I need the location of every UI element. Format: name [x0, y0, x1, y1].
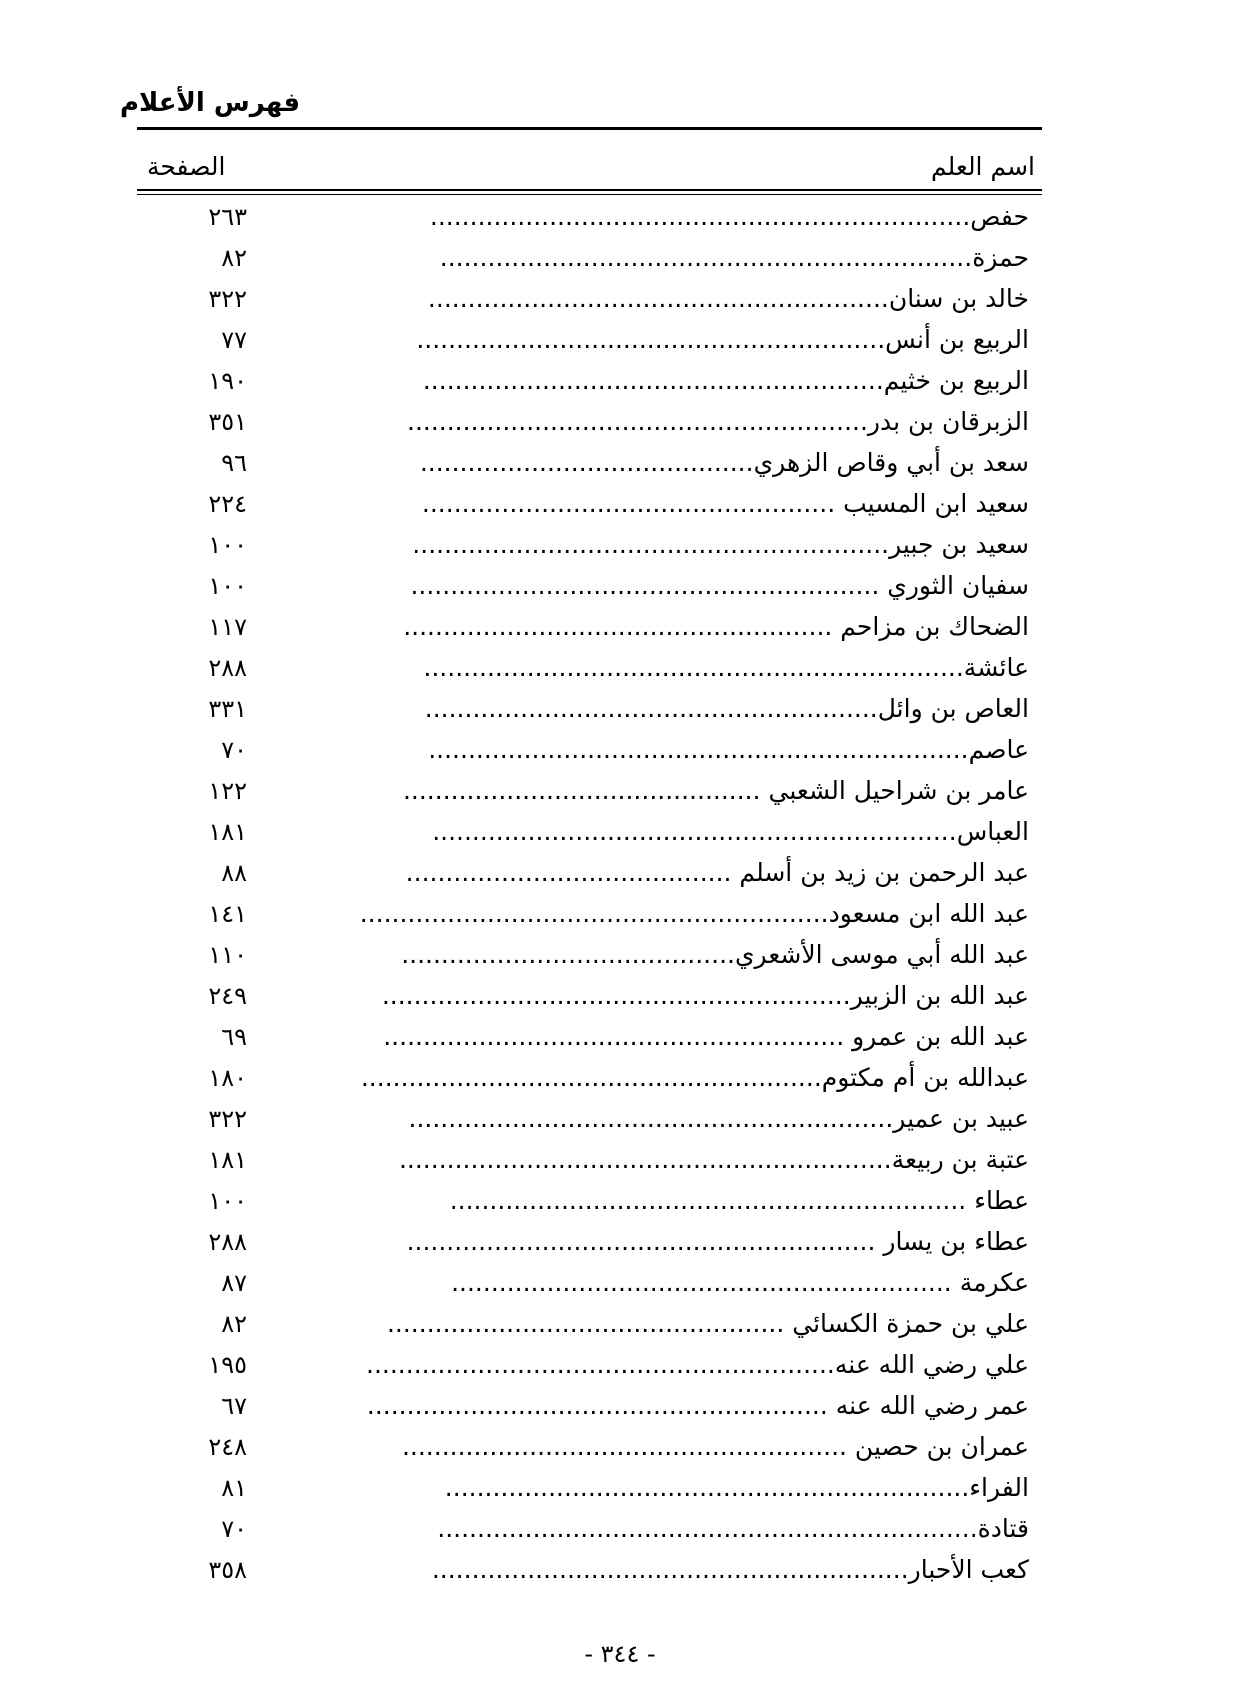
index-entry: [137, 524, 1042, 565]
index-entry: [137, 1508, 1042, 1549]
entry-name: عبيد بن عمير.............................................................: [408, 1103, 1029, 1133]
entry-page-number: ١١٠: [208, 940, 247, 969]
entry-name: العاص بن وائل.........................................................: [424, 693, 1029, 723]
entry-page-number: ١٠٠: [208, 530, 247, 559]
entry-name: عمر رضي الله عنه ..........................................................: [366, 1390, 1029, 1420]
index-entry: [137, 852, 1042, 893]
index-entry: [137, 1262, 1042, 1303]
entry-name: عامر بن شراحيل الشعبي .............................................: [402, 775, 1029, 805]
entry-page-number: ٢٨٨: [208, 653, 247, 682]
entry-page-number: ٢٢٤: [208, 489, 247, 518]
entry-name: عطاء .................................................................: [449, 1185, 1029, 1215]
entry-page-number: ٢٦٣: [208, 202, 247, 231]
entry-name: عائشة....................................................................: [423, 652, 1029, 682]
entry-page-number: ١٤١: [208, 899, 247, 928]
entry-page-number: ٢٨٨: [208, 1227, 247, 1256]
index-entry: [137, 606, 1042, 647]
entry-page-number: ١٩٠: [208, 366, 247, 395]
index-entry: [137, 1303, 1042, 1344]
entry-name: الربيع بن خثيم..........................................................: [422, 365, 1029, 395]
entry-name: عبد الله بن عمرو ..........................................................: [383, 1021, 1029, 1051]
entry-page-number: ٦٧: [221, 1391, 247, 1420]
index-entry: [137, 647, 1042, 688]
entry-page-number: ٦٩: [221, 1022, 247, 1051]
index-entry: [137, 1344, 1042, 1385]
index-entry: [137, 442, 1042, 483]
entry-name: حفص....................................................................: [429, 201, 1029, 231]
entry-page-number: ٣٥٨: [208, 1555, 247, 1584]
entry-name: عبد الله ابن مسعود...........................................................: [359, 898, 1029, 928]
index-entry: [137, 934, 1042, 975]
index-entry: [137, 811, 1042, 852]
entry-name: العباس..................................................................: [432, 816, 1029, 846]
page-number: - ٣٤٤ -: [584, 1640, 656, 1668]
header-rule: [137, 127, 1042, 130]
entry-page-number: ٧٠: [221, 1514, 247, 1543]
entry-page-number: ٨٢: [221, 243, 247, 272]
index-entry: [137, 319, 1042, 360]
index-entry: [137, 975, 1042, 1016]
index-entry: [137, 1180, 1042, 1221]
entry-name: علي رضي الله عنه...........................................................: [366, 1349, 1029, 1379]
entry-name: عبد الله أبي موسى الأشعري..........................................: [401, 939, 1029, 969]
page-title: فهرس الأعلام: [120, 88, 301, 118]
entry-page-number: ١٨٠: [208, 1063, 247, 1092]
index-entry: [137, 237, 1042, 278]
entry-page-number: ١٠٠: [208, 571, 247, 600]
column-header-name: اسم العلم: [930, 152, 1035, 181]
entry-page-number: ٨٨: [221, 858, 247, 887]
entry-page-number: ٣٥١: [208, 407, 247, 436]
entry-name: الضحاك بن مزاحم ......................................................: [403, 611, 1029, 641]
entry-name: سعيد ابن المسيب ....................................................: [421, 488, 1029, 518]
entry-name: عمران بن حصين ........................................................: [401, 1431, 1029, 1461]
entry-name: الزبرقان بن بدر..........................................................: [407, 406, 1029, 436]
index-entry: [137, 1057, 1042, 1098]
entry-page-number: ٣٢٢: [208, 1104, 247, 1133]
entry-page-number: ١١٧: [208, 612, 247, 641]
index-entry: [137, 1016, 1042, 1057]
entry-page-number: ٢٤٨: [208, 1432, 247, 1461]
entry-page-number: ٣٢٢: [208, 284, 247, 313]
entry-name: عبدالله بن أم مكتوم..........................................................: [360, 1062, 1029, 1092]
entry-name: عبد الله بن الزبير...........................................................: [381, 980, 1029, 1010]
entry-page-number: ١٨١: [208, 817, 247, 846]
entry-page-number: ٨٢: [221, 1309, 247, 1338]
index-entry: [137, 565, 1042, 606]
index-entry: [137, 196, 1042, 237]
entry-page-number: ٧٠: [221, 735, 247, 764]
entry-page-number: ١٩٥: [208, 1350, 247, 1379]
entry-name: قتادة....................................................................: [437, 1513, 1029, 1543]
entry-name: سفيان الثوري ...........................................................: [410, 570, 1029, 600]
entry-name: الفراء..................................................................: [444, 1472, 1029, 1502]
entry-page-number: ٨١: [221, 1473, 247, 1502]
index-entry: [137, 1426, 1042, 1467]
entry-name: سعيد بن جبير............................................................: [412, 529, 1029, 559]
index-entry: [137, 278, 1042, 319]
index-entry: [137, 1221, 1042, 1262]
index-entry: [137, 1098, 1042, 1139]
index-entry: [137, 893, 1042, 934]
index-entry: [137, 1467, 1042, 1508]
entry-name: الربيع بن أنس...........................................................: [416, 324, 1029, 354]
entry-name: عتبة بن ربيعة..............................................................: [398, 1144, 1029, 1174]
index-entry: [137, 770, 1042, 811]
entry-name: حمزة...................................................................: [439, 242, 1029, 272]
index-entry: [137, 729, 1042, 770]
entry-page-number: ٩٦: [221, 448, 247, 477]
column-header-page: الصفحة: [147, 152, 226, 181]
entry-name: عكرمة ...............................................................: [451, 1267, 1029, 1297]
entry-page-number: ١٢٢: [208, 776, 247, 805]
entry-name: عطاء بن يسار ...........................................................: [406, 1226, 1029, 1256]
index-list: [137, 196, 1042, 1590]
entry-page-number: ١٠٠: [208, 1186, 247, 1215]
entry-name: سعد بن أبي وقاص الزهري..........................................: [419, 447, 1029, 477]
entry-page-number: ٨٧: [221, 1268, 247, 1297]
entry-page-number: ٧٧: [221, 325, 247, 354]
entry-name: عبد الرحمن بن زيد بن أسلم .........................................: [405, 857, 1029, 887]
index-entry: [137, 1139, 1042, 1180]
entry-name: علي بن حمزة الكسائي ..................................................: [386, 1308, 1029, 1338]
entry-page-number: ٣٣١: [208, 694, 247, 723]
entry-page-number: ١٨١: [208, 1145, 247, 1174]
entry-page-number: ٢٤٩: [208, 981, 247, 1010]
table-header-rule-secondary: [137, 194, 1042, 195]
index-entry: [137, 1549, 1042, 1590]
entry-name: كعب الأحبار............................................................: [431, 1554, 1029, 1584]
index-entry: [137, 483, 1042, 524]
index-entry: [137, 688, 1042, 729]
table-header-rule: [137, 189, 1042, 191]
index-entry: [137, 1385, 1042, 1426]
entry-name: خالد بن سنان..........................................................: [427, 283, 1029, 313]
index-entry: [137, 360, 1042, 401]
entry-name: عاصم....................................................................: [428, 734, 1029, 764]
index-entry: [137, 401, 1042, 442]
